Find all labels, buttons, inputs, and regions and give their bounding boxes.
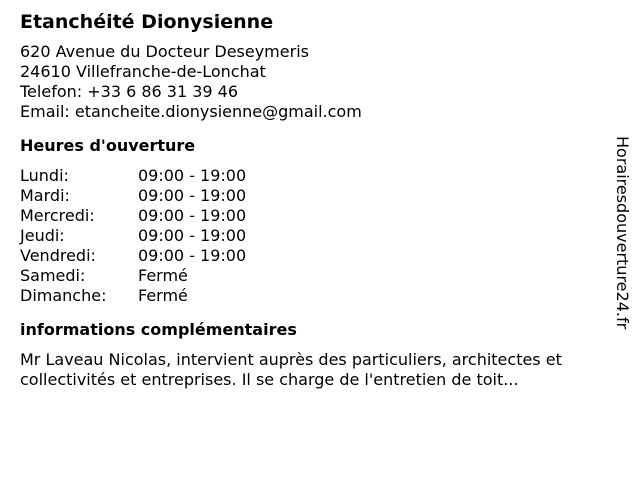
- hours-heading: Heures d'ouverture: [20, 136, 196, 155]
- time-value: 09:00 - 19:00: [138, 186, 247, 205]
- hours-row-saturday: [20, 266, 615, 286]
- day-label: Dimanche:: [20, 286, 107, 305]
- info-description: Mr Laveau Nicolas, intervient auprès des particuliers, architectes et collectivités et entreprises. Il se charge de l'entretien de toit...: [20, 350, 562, 389]
- hours-row-wednesday: [20, 206, 615, 226]
- address-line-2: 24610 Villefranche-de-Lonchat: [20, 62, 266, 81]
- hours-table: [20, 166, 615, 306]
- day-label: Samedi:: [20, 266, 86, 285]
- hours-row-monday: [20, 166, 615, 186]
- hours-row-thursday: [20, 226, 615, 246]
- info-heading: informations complémentaires: [20, 320, 297, 339]
- time-value: 09:00 - 19:00: [138, 226, 247, 245]
- phone-line: Telefon: +33 6 86 31 39 46: [20, 82, 239, 101]
- day-label: Mercredi:: [20, 206, 95, 225]
- business-card: [20, 10, 615, 390]
- hours-row-sunday: [20, 286, 615, 306]
- hours-row-friday: [20, 246, 615, 266]
- email-line: Email: etancheite.dionysienne@gmail.com: [20, 102, 362, 121]
- time-value: Fermé: [138, 266, 188, 285]
- day-label: Mardi:: [20, 186, 70, 205]
- day-label: Vendredi:: [20, 246, 96, 265]
- hours-row-tuesday: [20, 186, 615, 206]
- day-label: Jeudi:: [20, 226, 65, 245]
- site-watermark: Horairesdouverture24.fr: [613, 136, 632, 330]
- time-value: 09:00 - 19:00: [138, 246, 247, 265]
- time-value: Fermé: [138, 286, 188, 305]
- business-name: Etanchéité Dionysienne: [20, 11, 274, 33]
- address-line-1: 620 Avenue du Docteur Deseymeris: [20, 42, 309, 61]
- time-value: 09:00 - 19:00: [138, 206, 247, 225]
- day-label: Lundi:: [20, 166, 69, 185]
- time-value: 09:00 - 19:00: [138, 166, 247, 185]
